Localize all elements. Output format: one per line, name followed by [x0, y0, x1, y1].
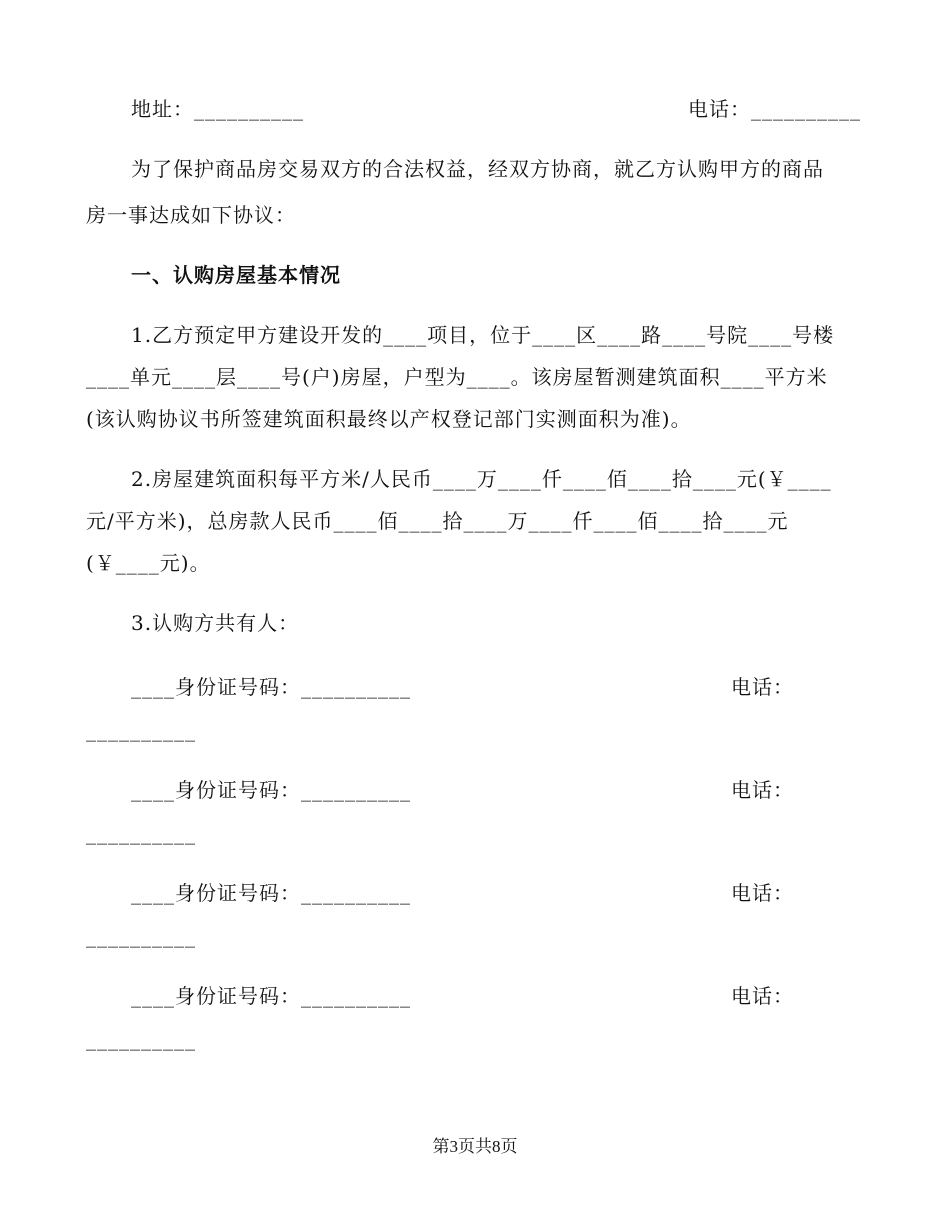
item3-title: 3.认购方共有人：	[131, 611, 300, 635]
co-owner-phone-blank: __________	[86, 924, 196, 948]
co-owner-id: ____身份证号码：__________	[131, 984, 411, 1008]
item1-line-3: (该认购协议书所签建筑面积最终以产权登记部门实测面积为准)。	[86, 407, 692, 431]
co-owner-phone-label: 电话：	[731, 778, 794, 802]
item1-line-1: 1.乙方预定甲方建设开发的____项目，位于____区____路____号院____号楼	[131, 323, 835, 347]
co-owner-phone-label: 电话：	[731, 881, 794, 905]
co-owner-phone-blank: __________	[86, 718, 196, 742]
section-title: 一、认购房屋基本情况	[131, 263, 341, 287]
item2-line-2: 元/平方米)，总房款人民币____佰____拾____万____仟____佰____拾____元	[86, 509, 789, 533]
intro-line-1: 为了保护商品房交易双方的合法权益，经双方协商，就乙方认购甲方的商品	[131, 157, 824, 181]
phone-field: 电话：__________	[688, 97, 861, 121]
item2-line-3: (￥____元)。	[86, 551, 211, 575]
co-owner-phone-blank: __________	[86, 1027, 196, 1051]
address-field: 地址：__________	[131, 97, 304, 121]
item2-line-1: 2.房屋建筑面积每平方米/人民币____万____仟____佰____拾____元(￥____	[131, 467, 832, 491]
item1-line-2: ____单元____层____号(户)房屋，户型为____。该房屋暂测建筑面积____平方米	[86, 365, 828, 389]
co-owner-phone-label: 电话：	[731, 984, 794, 1008]
page-number: 第3页共8页	[432, 1137, 518, 1156]
co-owner-id: ____身份证号码：__________	[131, 675, 411, 699]
co-owner-id: ____身份证号码：__________	[131, 881, 411, 905]
co-owner-phone-blank: __________	[86, 821, 196, 845]
co-owner-phone-label: 电话：	[731, 675, 794, 699]
co-owner-id: ____身份证号码：__________	[131, 778, 411, 802]
intro-line-2: 房一事达成如下协议：	[86, 203, 296, 227]
